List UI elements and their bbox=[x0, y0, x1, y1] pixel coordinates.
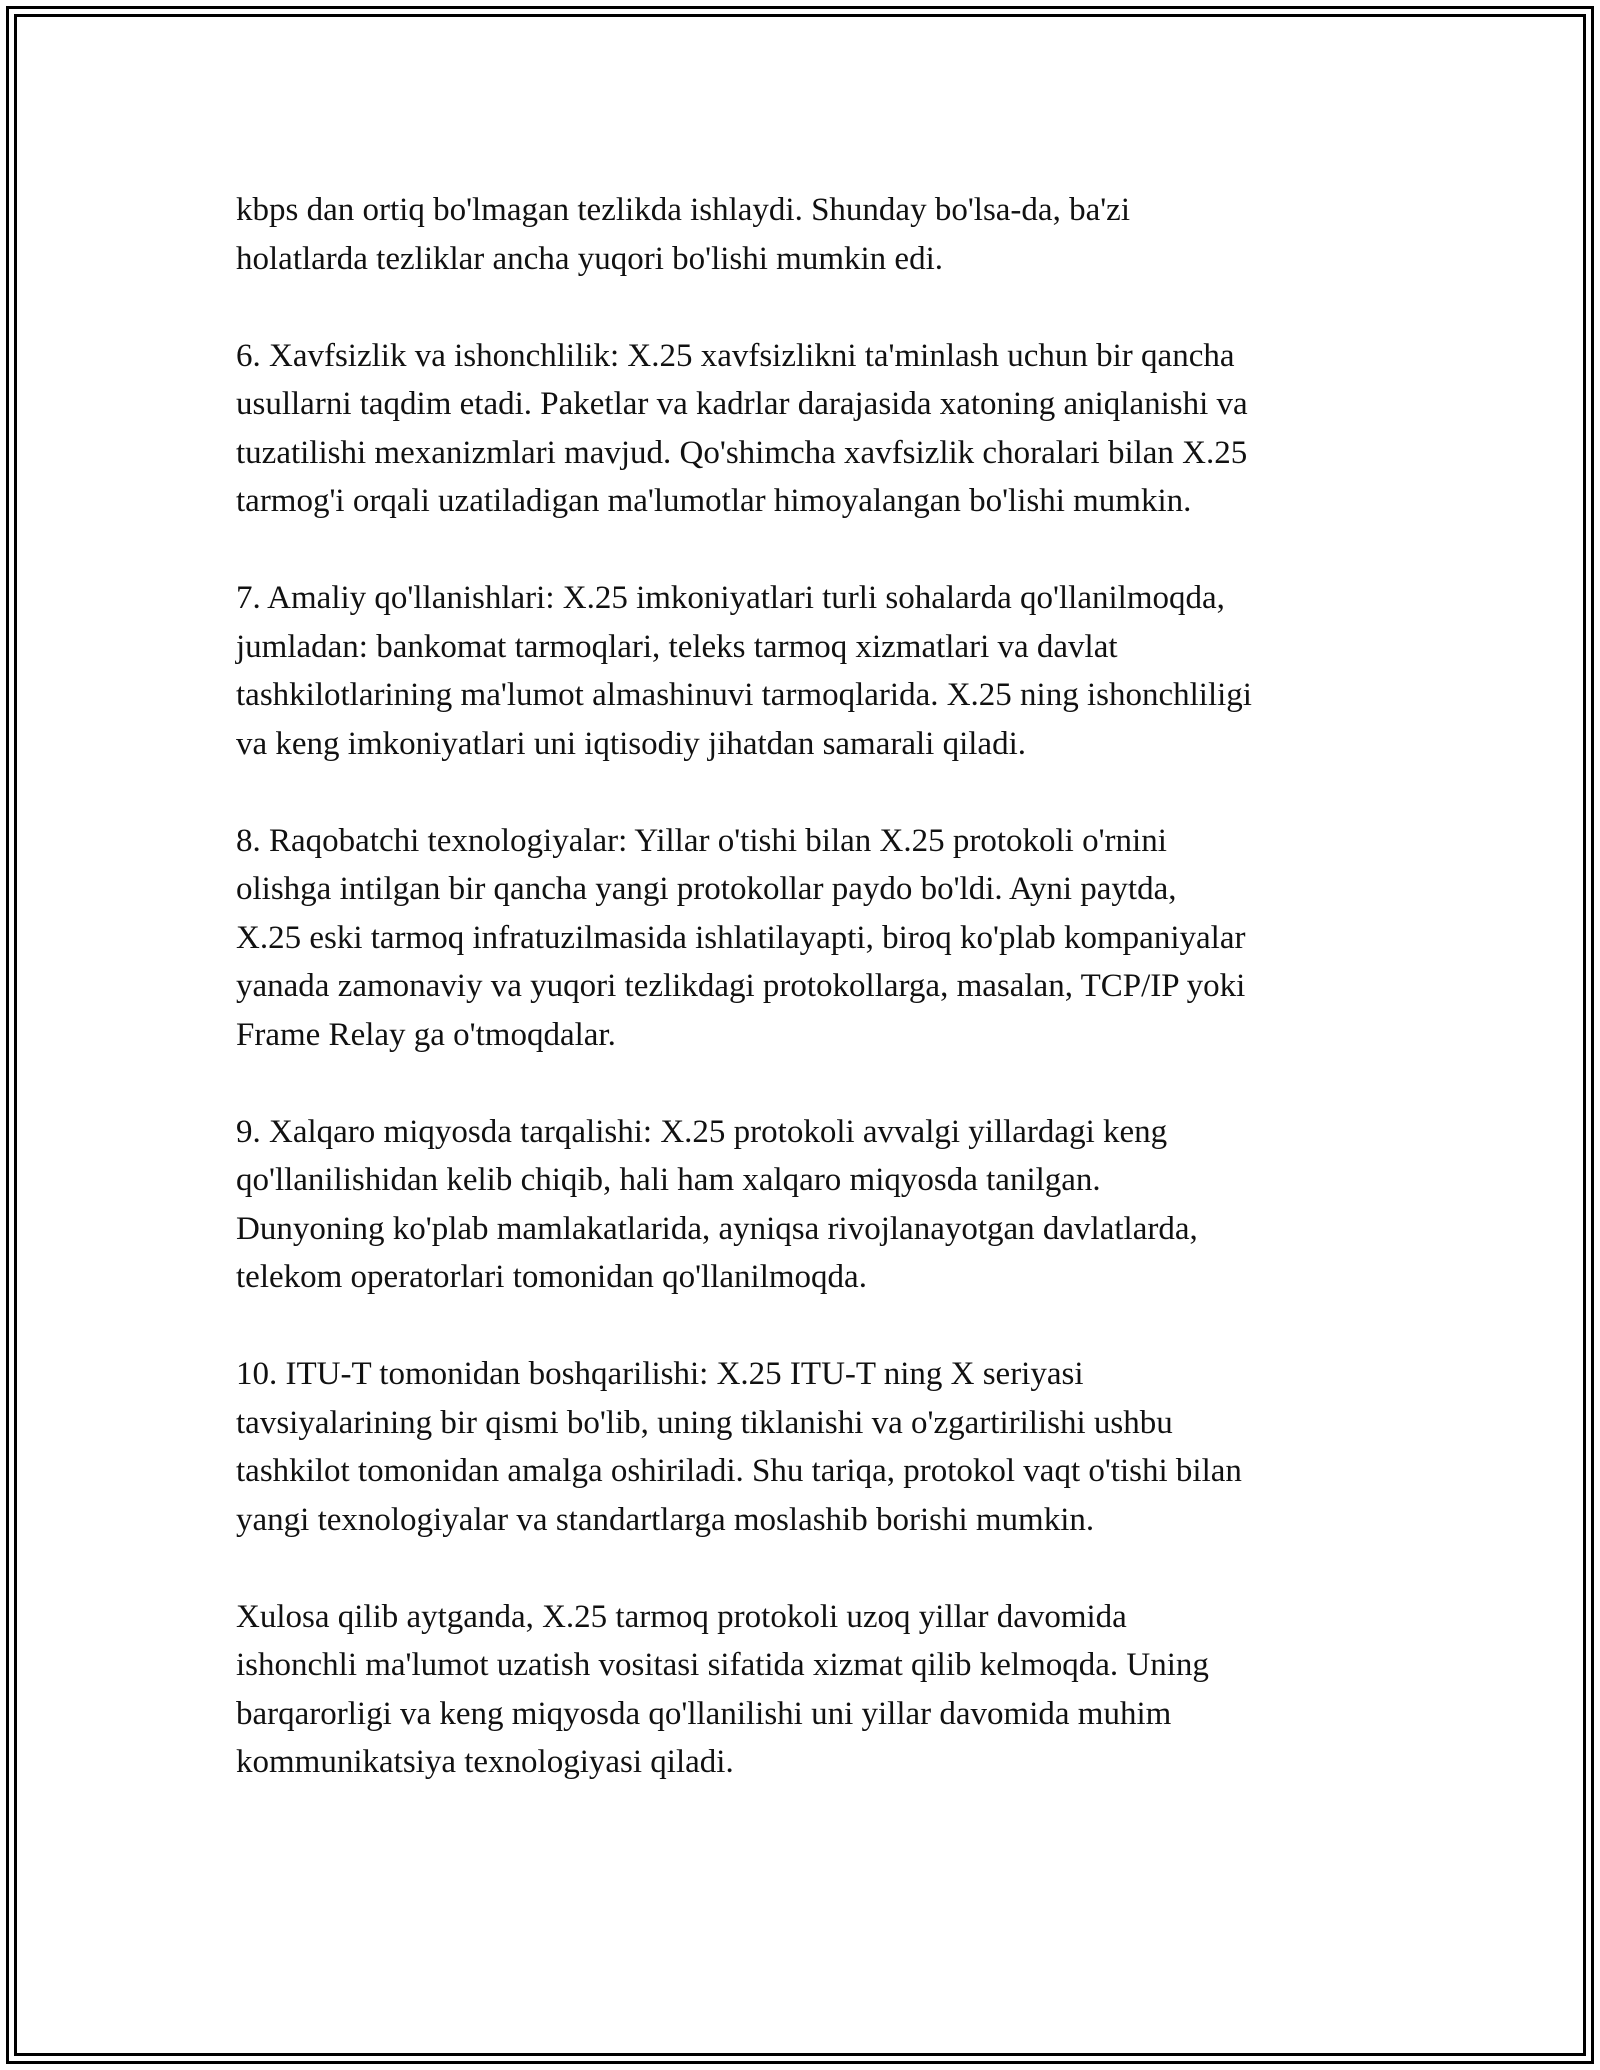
text-line: Dunyoning ko'plab mamlakatlarida, ayniqsa rivojlanayotgan davlatlarda, bbox=[236, 1210, 1198, 1247]
text-line: jumladan: bankomat tarmoqlari, teleks tarmoq xizmatlari va davlat bbox=[236, 628, 1118, 665]
text-line: holatlarda tezliklar ancha yuqori bo'lishi mumkin edi. bbox=[236, 240, 944, 277]
text-line: va keng imkoniyatlari uni iqtisodiy jihatdan samarali qiladi. bbox=[236, 725, 1027, 762]
paragraph-applications bbox=[236, 574, 1386, 768]
text-line: X.25 eski tarmoq infratuzilmasida ishlatilayapti, biroq ko'plab kompaniyalar bbox=[236, 919, 1246, 956]
text-line: 9. Xalqaro miqyosda tarqalishi: X.25 protokoli avvalgi yillardagi keng bbox=[236, 1113, 1168, 1150]
text-line: 7. Amaliy qo'llanishlari: X.25 imkoniyatlari turli sohalarda qo'llanilmoqda, bbox=[236, 580, 1225, 616]
paragraph-international-spread bbox=[236, 1108, 1386, 1302]
text-line: kbps dan ortiq bo'lmagan tezlikda ishlaydi. Shunday bo'lsa-da, ba'zi bbox=[236, 192, 1130, 228]
text-line: telekom operatorlari tomonidan qo'llanilmoqda. bbox=[236, 1259, 867, 1295]
text-line: olishga intilgan bir qancha yangi protokollar paydo bo'ldi. Ayni paytda, bbox=[236, 871, 1177, 907]
text-line: tuzatilishi mexanizmlari mavjud. Qo'shimcha xavfsizlik choralari bilan X.25 bbox=[236, 434, 1248, 471]
text-line: tashkilot tomonidan amalga oshiriladi. Shu tariqa, protokol vaqt o'tishi bilan bbox=[236, 1453, 1242, 1489]
text-line: Xulosa qilib aytganda, X.25 tarmoq protokoli uzoq yillar davomida bbox=[236, 1598, 1127, 1635]
text-line: 6. Xavfsizlik va ishonchlilik: X.25 xavfsizlikni ta'minlash uchun bir qancha bbox=[236, 337, 1235, 374]
document-body bbox=[236, 186, 1386, 1835]
text-line: tarmog'i orqali uzatiladigan ma'lumotlar himoyalangan bo'lishi mumkin. bbox=[236, 483, 1192, 519]
text-line: barqarorligi va keng miqyosda qo'llanilishi uni yillar davomida muhim bbox=[236, 1695, 1172, 1732]
paragraph-conclusion bbox=[236, 1593, 1386, 1787]
paragraph-itu-t-governance bbox=[236, 1350, 1386, 1544]
paragraph-competing-technologies bbox=[236, 817, 1386, 1060]
text-line: tavsiyalarining bir qismi bo'lib, uning tiklanishi va o'zgartirilishi ushbu bbox=[236, 1404, 1173, 1441]
text-line: tashkilotlarining ma'lumot almashinuvi tarmoqlarida. X.25 ning ishonchliligi bbox=[236, 677, 1252, 713]
text-line: qo'llanilishidan kelib chiqib, hali ham xalqaro miqyosda tanilgan. bbox=[236, 1162, 1101, 1198]
text-line: kommunikatsiya texnologiyasi qiladi. bbox=[236, 1744, 734, 1780]
text-line: usullarni taqdim etadi. Paketlar va kadrlar darajasida xatoning aniqlanishi va bbox=[236, 386, 1248, 422]
text-line: ishonchli ma'lumot uzatish vositasi sifatida xizmat qilib kelmoqda. Uning bbox=[236, 1647, 1209, 1683]
text-line: 10. ITU-T tomonidan boshqarilishi: X.25 ITU-T ning X seriyasi bbox=[236, 1356, 1084, 1392]
text-line: 8. Raqobatchi texnologiyalar: Yillar o'tishi bilan X.25 protokoli o'rnini bbox=[236, 822, 1167, 859]
paragraph-security bbox=[236, 332, 1386, 526]
text-line: Frame Relay ga o'tmoqdalar. bbox=[236, 1016, 616, 1053]
paragraph-intro-continuation bbox=[236, 186, 1386, 283]
text-line: yanada zamonaviy va yuqori tezlikdagi protokollarga, masalan, TCP/IP yoki bbox=[236, 968, 1246, 1004]
text-line: yangi texnologiyalar va standartlarga moslashib borishi mumkin. bbox=[236, 1501, 1095, 1538]
